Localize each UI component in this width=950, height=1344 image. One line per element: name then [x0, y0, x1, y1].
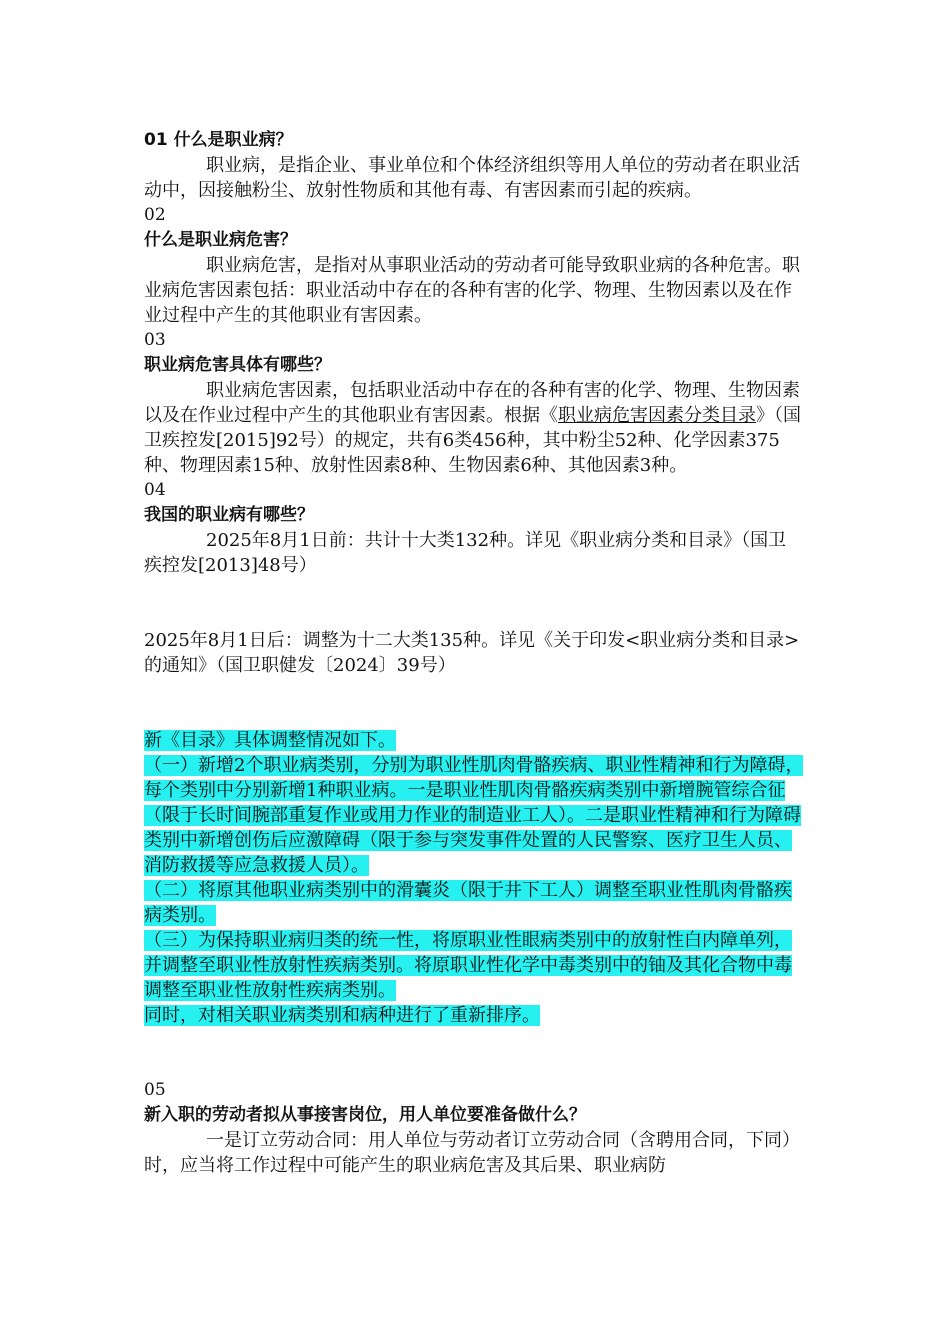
- spacer: [144, 578, 804, 628]
- q3-body-post: 》（国卫疾控发[2015]92号）的规定，共有6类456种，其中粉尘52种、化学因素375种、物理因素15种、放射性因素8种、生物因素6种、其他因素3种。: [144, 405, 801, 476]
- q1-heading: 01 什么是职业病？: [144, 130, 293, 150]
- q2-body: 职业病危害，是指对从事职业活动的劳动者可能导致职业病的各种危害。职业病危害因素包括：职业活动中存在的各种有害的化学、物理、生物因素以及在作业过程中产生的其他职业有害因素。: [144, 255, 800, 326]
- q5-heading: 新入职的劳动者拟从事接害岗位，用人单位要准备做什么？: [144, 1105, 586, 1125]
- q3-body: [144, 378, 804, 478]
- highlight-item-2: （二）将原其他职业病类别中的滑囊炎（限于井下工人）调整至职业性肌肉骨骼疾病类别。: [144, 880, 792, 926]
- q3-number: 03: [144, 330, 166, 350]
- q5-number: 05: [144, 1080, 166, 1100]
- q1-body: 职业病，是指企业、事业单位和个体经济组织等用人单位的劳动者在职业活动中，因接触粉尘、放射性物质和其他有毒、有害因素而引起的疾病。: [144, 155, 800, 201]
- q3-body-pre: 职业病危害因素，包括职业活动中存在的各种有害的化学、物理、生物因素以及在作业过程中产生的其他职业有害因素。根据《: [144, 380, 800, 426]
- q4-body-before: 2025年8月1日前：共计十大类132种。详见《职业病分类和目录》（国卫疾控发[2013]48号）: [144, 530, 787, 576]
- q2-heading: 什么是职业病危害？: [144, 230, 297, 250]
- q4-heading: 我国的职业病有哪些？: [144, 505, 314, 525]
- spacer: [144, 1028, 804, 1078]
- highlight-item-3: （三）为保持职业病归类的统一性，将原职业性眼病类别中的放射性白内障单列，并调整至职业性放射性疾病类别。将原职业性化学中毒类别中的铀及其化合物中毒调整至职业性放射性疾病类别。: [144, 930, 792, 1001]
- highlight-intro: 新《目录》具体调整情况如下。: [144, 730, 396, 751]
- q5-body: 一是订立劳动合同：用人单位与劳动者订立劳动合同（含聘用合同，下同）时，应当将工作过程中可能产生的职业病危害及其后果、职业病防: [144, 1130, 800, 1176]
- highlight-block: [144, 728, 804, 1028]
- q2-number: 02: [144, 205, 166, 225]
- q4-number: 04: [144, 480, 166, 500]
- catalog-link[interactable]: 职业病危害因素分类目录: [558, 405, 756, 426]
- highlight-item-1: （一）新增2个职业病类别，分别为职业性肌肉骨骼疾病、职业性精神和行为障碍，每个类别中分别新增1种职业病。一是职业性肌肉骨骼疾病类别中新增腕管综合征（限于长时间腕部重复作业或用力作业的制造业工人）。二是职业性精神和行为障碍类别中新增创伤后应激障碍（限于参与突发事件处置的人民警察、医疗卫生人员、消防救援等应急救援人员）。: [144, 755, 804, 876]
- q4-body-after: 2025年8月1日后：调整为十二大类135种。详见《关于印发<职业病分类和目录>的通知》（国卫职健发〔2024〕39号）: [144, 630, 800, 676]
- highlight-outro: 同时，对相关职业病类别和病种进行了重新排序。: [144, 1005, 540, 1026]
- spacer: [144, 678, 804, 728]
- q3-heading: 职业病危害具体有哪些？: [144, 355, 331, 375]
- document-page: [144, 128, 804, 1178]
